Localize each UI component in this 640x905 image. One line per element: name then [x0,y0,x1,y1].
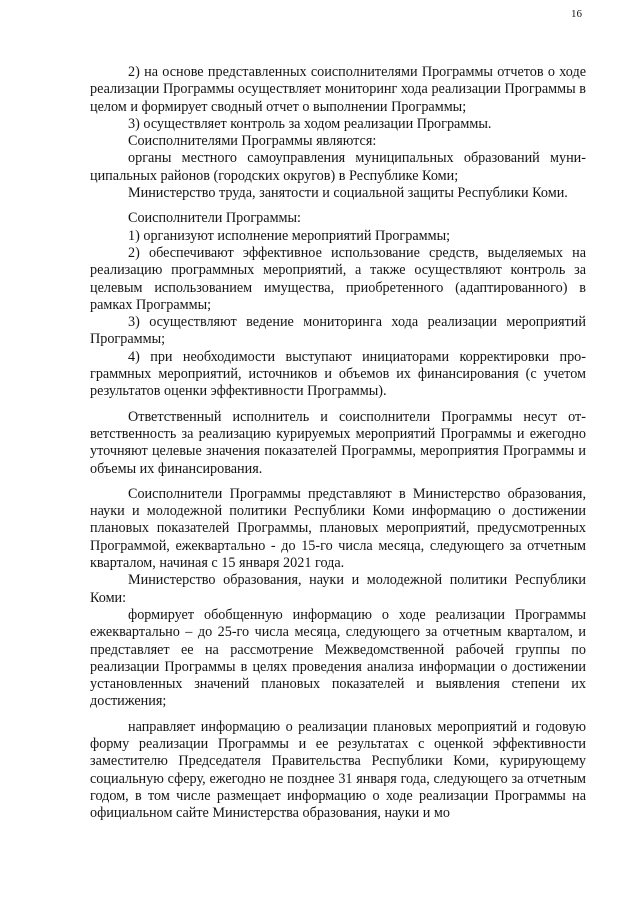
page-number: 16 [571,8,582,20]
paragraph-reporting-deadline: Соисполнители Программы представляют в Министерство образования, науки и молодежной политики Республики Коми информацию о достижении плановых показателей Программы, плановых мероприятий, предусмотренных Программой, ежеквартально - до 15-го числа месяца, следующего за отчетным кварталом, начиная с 15 января 2021 года. [90,485,586,572]
paragraph-ensure-efficient-use: 2) обеспечивают эффективное использование средств, выделяемых на реализацию программных мероприятий, а также осуществляют контроль за целевым использованием имущества, приобретенного (адаптированного) в рамках Программы; [90,244,586,313]
document-body [90,64,586,822]
paragraph-control: 3) осуществляет контроль за ходом реализации Программы. [128,115,492,132]
paragraph-local-authorities: органы местного самоуправления муниципальных образований муниципальных районов (городских округов) в Республике Коми; [90,150,586,184]
paragraph-sends-information: направляет информацию о реализации плановых мероприятий и годовую форму реализации Программы и ее результатах с оценкой эффективности заместителю Председателя Правительства Республики Коми, курирующему социальную сферу, ежегодно не позднее 31 января года, следующего за отчетным годом, в том числе размещает информацию о ходе реализации Программы на официальном сайте Министерства образования, науки и мо [90,718,586,822]
paragraph-report-monitoring: 2) на основе представленных соисполнителями Программы отчетов о ходе реализации Программы осуществляет мониторинг хода реализации Программы в целом и формирует сводный отчет о выполнении Программы; [90,64,586,115]
paragraph-co-executors-heading: Соисполнители Программы: [128,210,302,227]
paragraph-ministry-labor: Министерство труда, занятости и социальной защиты Республики Коми. [128,185,568,202]
paragraph-organize-execution: 1) организуют исполнение мероприятий Программы; [128,227,451,244]
paragraph-monitoring: 3) осуществляют ведение мониторинга хода реализации мероприятий Программы; [90,314,586,348]
paragraph-forms-summary: формирует обобщенную информацию о ходе реализации Программы ежеквартально – до 25-го числа месяца, следующего за отчетным кварталом, и представляет ее на рассмотрение Межведомственной рабочей группы по реализации Программы в целях проведения анализа информации о достижении установленных значений плановых показателей и выявления степени их достижения; [90,606,586,710]
paragraph-initiators-correction: 4) при необходимости выступают инициаторами корректировки программных мероприятий, источников и объемов их финансирования (с учетом результатов оценки эффективности Программы). [90,348,586,400]
paragraph-ministry-education: Министерство образования, науки и молодежной политики Республики Коми: [90,572,586,606]
paragraph-co-executors-are: Соисполнителями Программы являются: [128,133,377,150]
paragraph-responsibility: Ответственный исполнитель и соисполнители Программы несут ответственность за реализацию курируемых мероприятий Программы и ежегодно уточняют целевые значения показателей Программы, мероприятия Программы и объемы их финансирования. [90,408,586,477]
